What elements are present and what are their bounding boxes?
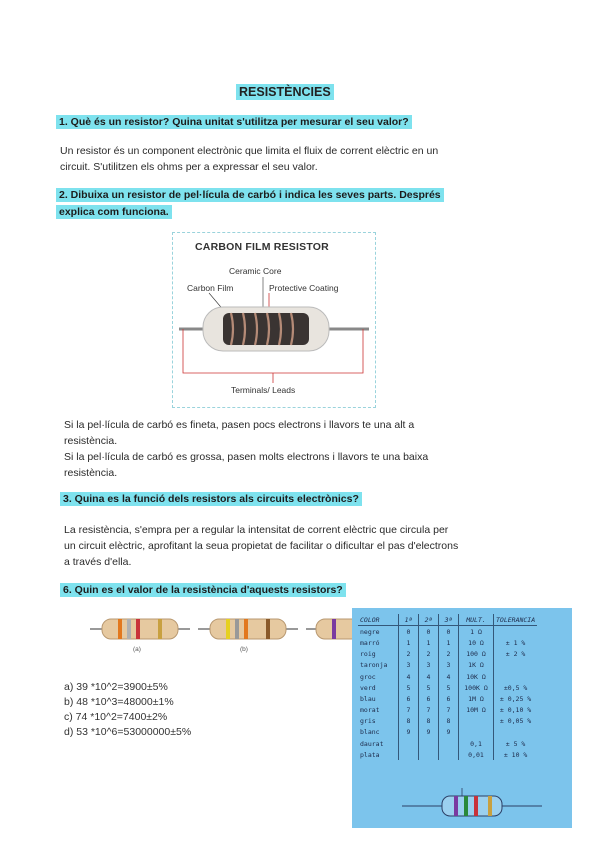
label-carbon-film: Carbon Film	[187, 283, 234, 293]
table-row	[358, 749, 537, 760]
cell-tolerance	[494, 626, 538, 638]
cell-multiplier: 1K Ω	[459, 660, 494, 671]
answer-1-line-1: Un resistor és un component electrònic que limita el fluix de corrent elèctric en un	[60, 145, 439, 157]
table-header-row	[358, 614, 537, 626]
answer-3-line-3: a través d'ella.	[64, 556, 132, 568]
cell-band-1	[399, 738, 419, 749]
cell-color: verd	[358, 682, 399, 693]
cell-color: morat	[358, 705, 399, 716]
cell-tolerance	[494, 671, 538, 682]
cell-band-3: 4	[439, 671, 459, 682]
cell-band-1: 8	[399, 716, 419, 727]
table-row	[358, 682, 537, 693]
cell-band-2: 9	[419, 727, 439, 738]
cell-multiplier: 0,01	[459, 749, 494, 760]
cell-band-3: 7	[439, 705, 459, 716]
cell-color: plata	[358, 749, 399, 760]
cell-band-2	[419, 749, 439, 760]
cell-tolerance: ± 0,25 %	[499, 694, 532, 703]
cell-band-1: 6	[399, 693, 419, 704]
table-row	[358, 693, 537, 704]
question-3-text: 3. Quina es la funció dels resistors als circuits electrònics?	[60, 492, 362, 506]
label-protective-coating: Protective Coating	[269, 283, 339, 293]
cell-tolerance: ± 0,05 %	[499, 717, 532, 726]
cell-band-1	[399, 749, 419, 760]
resistor-a-caption: (a)	[133, 646, 141, 653]
header-band-2: 2ª	[419, 614, 439, 626]
cell-tolerance: ±0,5 %	[503, 683, 528, 692]
resistor-a-image	[90, 614, 190, 644]
answer-3	[64, 522, 458, 570]
cell-band-2	[419, 738, 439, 749]
cell-band-1: 7	[399, 705, 419, 716]
answer-6-d: d) 53 *10^6=53000000±5%	[64, 726, 192, 738]
answer-3-line-2: un circuit elèctric, aprofitant la seua propietat de facilitar o dificultar el pas d'electrons	[64, 540, 459, 552]
cell-multiplier: 0,1	[459, 738, 494, 749]
question-2-line-1: 2. Dibuixa un resistor de pel·lícula de carbó i indica les seves parts. Després	[56, 188, 444, 202]
cell-band-1: 2	[399, 649, 419, 660]
color-code-table	[358, 614, 537, 760]
cell-band-2: 0	[419, 626, 439, 638]
answer-2-line-1: Si la pel·lícula de carbó es fineta, pasen pocs electrons i llavors te una alt a	[64, 419, 415, 431]
carbon-film-resistor-diagram	[172, 232, 376, 408]
answer-2	[64, 417, 428, 481]
cell-band-1: 0	[399, 626, 419, 638]
cell-tolerance: ± 0,10 %	[499, 706, 532, 715]
cell-tolerance: ± 10 %	[503, 750, 528, 759]
cell-band-2: 7	[419, 705, 439, 716]
table-row	[358, 660, 537, 671]
question-1-text: 1. Què és un resistor? Quina unitat s'utilitza per mesurar el seu valor?	[56, 115, 412, 129]
answer-2-line-2: resistència.	[64, 435, 118, 447]
cell-multiplier: 10M Ω	[459, 705, 494, 716]
cell-band-3: 8	[439, 716, 459, 727]
cell-color: gris	[358, 716, 399, 727]
cell-multiplier: 100 Ω	[459, 649, 494, 660]
cell-color: marró	[358, 637, 399, 648]
table-row	[358, 738, 537, 749]
answer-6-c: c) 74 *10^2=7400±2%	[64, 711, 168, 723]
cell-band-1: 9	[399, 727, 419, 738]
cell-tolerance	[494, 660, 538, 671]
sketch-resistor-icon	[402, 788, 542, 824]
cell-band-1: 3	[399, 660, 419, 671]
cell-band-3: 0	[439, 626, 459, 638]
cell-band-3: 3	[439, 660, 459, 671]
answer-1-line-2: circuit. S'utilitzen els ohms per a expressar el seu valor.	[60, 161, 318, 173]
resistor-b-caption: (b)	[240, 646, 248, 653]
cell-multiplier: 100K Ω	[459, 682, 494, 693]
cell-multiplier: 1M Ω	[459, 693, 494, 704]
cell-band-2: 6	[419, 693, 439, 704]
cell-multiplier: 10K Ω	[459, 671, 494, 682]
header-band-1: 1ª	[399, 614, 419, 626]
page-title: RESISTÈNCIES	[236, 84, 334, 100]
table-row	[358, 727, 537, 738]
cell-band-1: 1	[399, 637, 419, 648]
answer-2-line-3: Si la pel·lícula de carbó es grossa, pasen molts electrons i llavors te una baixa	[64, 451, 429, 463]
cell-band-3	[439, 738, 459, 749]
cell-tolerance: ± 5 %	[505, 739, 526, 748]
cell-color: taronja	[358, 660, 399, 671]
cell-color: daurat	[358, 738, 399, 749]
cell-color: negre	[358, 626, 399, 638]
header-tolerance: TOLERANCIA	[494, 614, 538, 626]
cell-color: blanc	[358, 727, 399, 738]
question-3	[60, 493, 362, 505]
cell-tolerance: ± 2 %	[505, 650, 526, 659]
cell-multiplier	[459, 727, 494, 738]
question-6	[60, 584, 346, 596]
question-2	[56, 187, 444, 221]
answer-3-line-1: La resistència, s'empra per a regular la intensitat de corrent elèctric que circula per	[64, 524, 449, 536]
table-row	[358, 626, 537, 638]
answer-6-b: b) 48 *10^3=48000±1%	[64, 696, 174, 708]
answer-2-line-4: resistència.	[64, 467, 118, 479]
cell-band-1: 4	[399, 671, 419, 682]
cell-band-2: 1	[419, 637, 439, 648]
cell-band-1: 5	[399, 682, 419, 693]
header-band-3: 3ª	[439, 614, 459, 626]
question-6-text: 6. Quin es el valor de la resistència d'aquests resistors?	[60, 583, 346, 597]
cell-band-2: 4	[419, 671, 439, 682]
cell-band-3: 5	[439, 682, 459, 693]
header-multiplier: MULT.	[459, 614, 494, 626]
header-color: COLOR	[358, 614, 399, 626]
color-code-card	[352, 608, 572, 828]
cell-band-3: 9	[439, 727, 459, 738]
resistor-c-image	[306, 614, 356, 644]
label-ceramic-core: Ceramic Core	[229, 266, 282, 276]
cell-band-2: 8	[419, 716, 439, 727]
table-row	[358, 671, 537, 682]
diagram-title: CARBON FILM RESISTOR	[195, 241, 329, 253]
table-row	[358, 649, 537, 660]
resistor-drawing	[173, 233, 375, 407]
resistor-b-image	[198, 614, 298, 644]
answer-6-list	[64, 680, 191, 740]
cell-band-2: 2	[419, 649, 439, 660]
cell-multiplier: 10 Ω	[459, 637, 494, 648]
answer-1	[60, 143, 438, 175]
table-row	[358, 716, 537, 727]
cell-multiplier: 1 Ω	[459, 626, 494, 638]
cell-band-3: 6	[439, 693, 459, 704]
cell-multiplier	[459, 716, 494, 727]
question-1	[56, 116, 412, 128]
answer-6-a: a) 39 *10^2=3900±5%	[64, 681, 168, 693]
cell-color: groc	[358, 671, 399, 682]
cell-tolerance	[494, 727, 538, 738]
cell-band-2: 5	[419, 682, 439, 693]
cell-band-2: 3	[419, 660, 439, 671]
cell-color: roig	[358, 649, 399, 660]
label-terminals-leads: Terminals/ Leads	[231, 385, 296, 395]
cell-band-3: 2	[439, 649, 459, 660]
cell-color: blau	[358, 693, 399, 704]
cell-band-3: 1	[439, 637, 459, 648]
cell-tolerance: ± 1 %	[505, 638, 526, 647]
table-row	[358, 637, 537, 648]
cell-band-3	[439, 749, 459, 760]
question-2-line-2: explica com funciona.	[56, 205, 172, 219]
table-row	[358, 705, 537, 716]
